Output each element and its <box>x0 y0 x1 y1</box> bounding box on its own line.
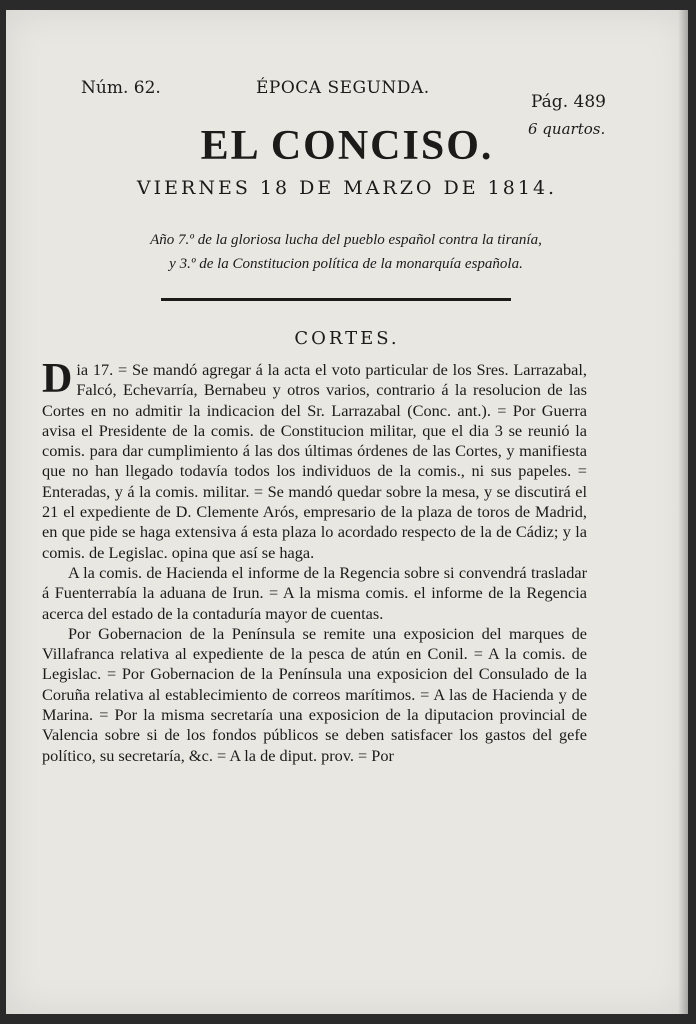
article-paragraph: Por Gobernacion de la Península se remite una exposicion del marques de Villafranca relativa al expediente de la pesca de atún en Conil. = A la comis. de Legislac. = Por Gobernacion de la Península una exposicion del Consulado de la Coruña relativa al establecimiento de correos marítimos. = A las de Hacienda y de Marina. = Por la misma secretaría una exposicion de la diputacion provincial de Valencia sobre si de los fondos públicos se deben satisfacer los gastos del gefe político, su secretaría, &c. = A la de diput. prov. = Por <box>42 623 587 765</box>
newspaper-page <box>6 10 688 1014</box>
article-paragraph: A la comis. de Hacienda el informe de la Regencia sobre si convendrá trasladar á Fuenterrabía la aduana de Irun. = A la misma comis. el informe de la Regencia acerca del estado de la contaduría mayor de cuentas. <box>42 562 587 623</box>
issue-number: Núm. 62. <box>81 78 161 98</box>
subtitle-line-1: Año 7.º de la gloriosa lucha del pueblo español contra la tiranía, <box>150 232 542 248</box>
epoch-label: ÉPOCA SEGUNDA. <box>256 78 430 98</box>
article-body <box>42 356 587 766</box>
issue-date: VIERNES 18 DE MARZO DE 1814. <box>136 177 558 199</box>
paragraph-text: ia 17. = Se mandó agregar á la acta el voto particular de los Sres. Larrazabal, Falcó, Echevarría, Bernabeu y otros varios, contrario á la resolucion de las Cortes en no admitir la indicacion del Sr. Larrazabal (Conc. ant.). = Por Guerra avisa el Presidente de la comis. de Constitucion militar, que el dia 3 se reunió la comis. para dar cumplimiento á las dos últimas órdenes de las Cortes, y manifiesta que no han llegado todavía todos los individuos de la comis., ni sus papeles. = Enteradas, y á la comis. militar. = Se mandó quedar sobre la mesa, y se discutirá el 21 el expediente de D. Clemente Arós, empresario de la plaza de toros de Madrid, en que pide se haga extensiva á esta plaza lo acordado respecto de la de Cádiz; y la comis. de Legislac. opina que así se haga. <box>42 360 587 562</box>
section-title: CORTES. <box>294 328 400 349</box>
page-number: Pág. 489 <box>531 92 606 112</box>
price-label: 6 quartos. <box>528 120 606 138</box>
divider-rule <box>161 298 511 301</box>
page-edge-shadow <box>678 10 688 1014</box>
newspaper-title: EL CONCISO. <box>200 123 494 169</box>
article-paragraph <box>42 356 587 563</box>
drop-cap: D <box>42 356 73 402</box>
subtitle-line-2: y 3.º de la Constitucion política de la monarquía española. <box>169 256 523 272</box>
